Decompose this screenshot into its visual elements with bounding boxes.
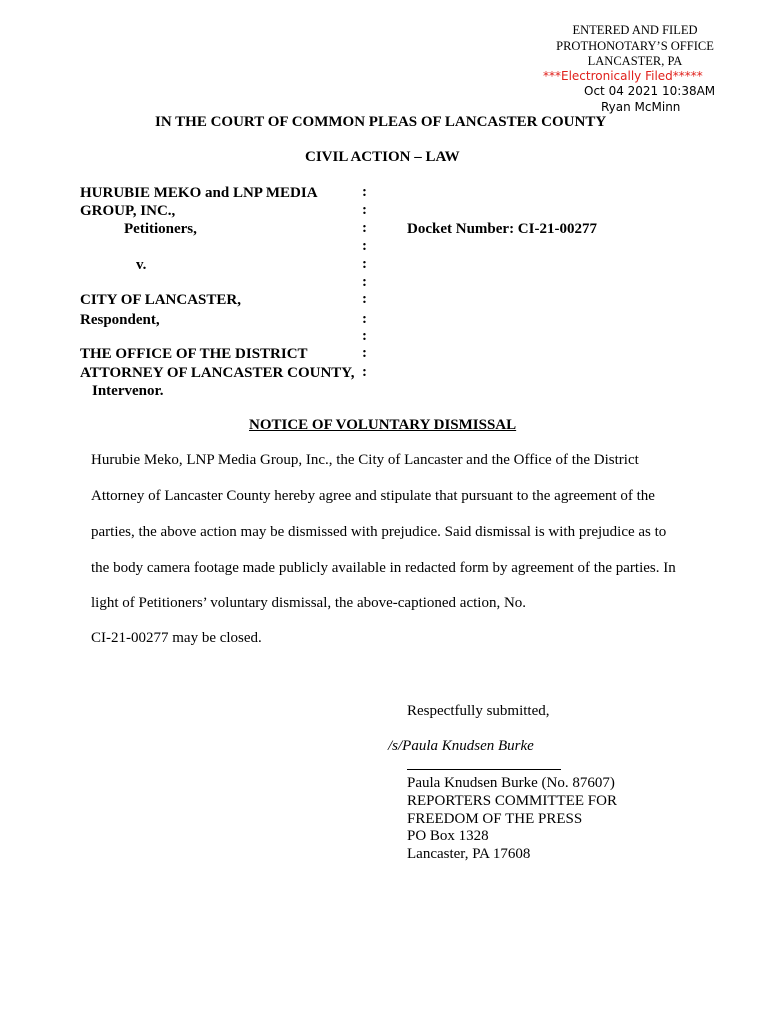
electronic-signature: /s/Paula Knudsen Burke	[388, 738, 534, 754]
stamp-clerk: Ryan McMinn	[601, 100, 681, 114]
body-line: Hurubie Meko, LNP Media Group, Inc., the City of Lancaster and the Office of the District	[91, 452, 639, 468]
org-line-2: FREEDOM OF THE PRESS	[407, 811, 583, 827]
signature-line	[407, 769, 561, 770]
stamp-line-2: PROTHONOTARY’S OFFICE	[556, 38, 714, 53]
address-line-1: PO Box 1328	[407, 828, 489, 844]
petitioners-line-2: GROUP, INC.,	[80, 203, 176, 219]
stamp-datetime: Oct 04 2021 10:38AM	[584, 84, 716, 98]
body-line: CI-21-00277 may be closed.	[91, 630, 262, 646]
notice-title: NOTICE OF VOLUNTARY DISMISSAL	[249, 417, 517, 433]
body-line: Attorney of Lancaster County hereby agree and stipulate that pursuant to the agreement of the	[91, 488, 655, 504]
filing-stamp	[540, 23, 730, 70]
caption-colon: :	[362, 238, 367, 254]
court-title: IN THE COURT OF COMMON PLEAS OF LANCASTER COUNTY	[155, 114, 607, 130]
caption-colon: :	[362, 256, 367, 272]
action-title: CIVIL ACTION – LAW	[305, 149, 460, 165]
caption-colon: :	[362, 345, 367, 361]
org-line-1: REPORTERS COMMITTEE FOR	[407, 793, 617, 809]
caption-colon: :	[362, 364, 367, 380]
caption-colon: :	[362, 184, 367, 200]
address-line-2: Lancaster, PA 17608	[407, 846, 531, 862]
caption-colon: :	[362, 291, 367, 307]
caption-colon: :	[362, 202, 367, 218]
body-line: parties, the above action may be dismissed with prejudice. Said dismissal is with prejudice as to	[91, 524, 667, 540]
intervenor-line-2: ATTORNEY OF LANCASTER COUNTY,	[80, 365, 355, 381]
caption-colon: :	[362, 311, 367, 327]
docket-number: Docket Number: CI-21-00277	[407, 221, 597, 237]
body-line: light of Petitioners’ voluntary dismissal, the above-captioned action, No.	[91, 595, 527, 611]
intervenor-role: Intervenor.	[92, 383, 164, 399]
caption-colon: :	[362, 220, 367, 236]
respondent: CITY OF LANCASTER,	[80, 292, 241, 308]
body-line: the body camera footage made publicly available in redacted form by agreement of the parties. In	[91, 560, 676, 576]
petitioners-role: Petitioners,	[124, 221, 197, 237]
closing: Respectfully submitted,	[407, 703, 550, 719]
stamp-line-1: ENTERED AND FILED	[572, 23, 698, 37]
intervenor-line-1: THE OFFICE OF THE DISTRICT	[80, 346, 308, 362]
respondent-role: Respondent,	[80, 312, 160, 328]
electronically-filed-stamp: ***Electronically Filed*****	[543, 69, 703, 83]
signer-name: Paula Knudsen Burke (No. 87607)	[407, 775, 615, 791]
stamp-line-3: LANCASTER, PA	[587, 54, 683, 68]
caption-colon: :	[362, 274, 367, 290]
petitioners-line-1: HURUBIE MEKO and LNP MEDIA	[80, 185, 318, 201]
versus: v.	[136, 257, 147, 273]
caption-colon: :	[362, 328, 367, 344]
